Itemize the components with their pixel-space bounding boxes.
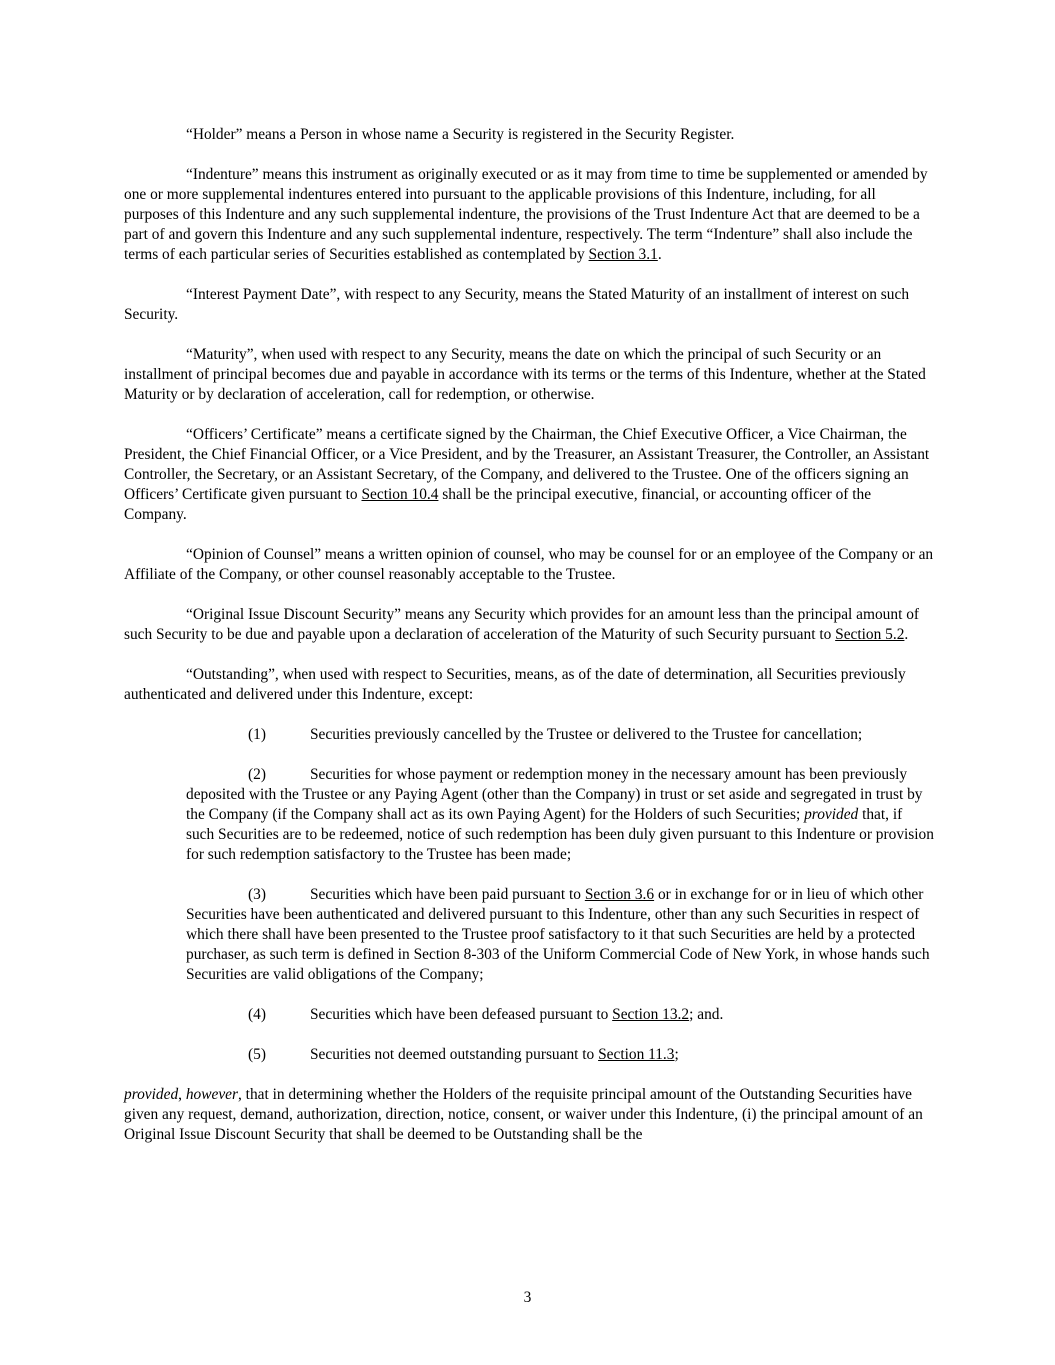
section-11-3-reference: Section 11.3	[598, 1046, 675, 1063]
section-3-1-reference: Section 3.1	[588, 246, 658, 263]
list-item-2-italic: provided	[804, 806, 859, 823]
list-item-2-text-end: that, if such Securities are to be redeemed, notice of such redemption has been duly given pursuant to this Indenture or provision for such redemption satisfactory to the Trustee has been made;	[186, 806, 934, 863]
list-item-5-text: Securities not deemed outstanding pursuant to	[310, 1046, 599, 1063]
section-3-6-reference: Section 3.6	[584, 886, 655, 903]
section-13-2-reference: Section 13.2	[612, 1006, 690, 1023]
list-item-1-text: Securities previously cancelled by the Trustee or delivered to the Trustee for cancellation;	[310, 726, 863, 743]
list-item-2	[186, 765, 934, 865]
definition-indenture-end: .	[657, 246, 662, 263]
list-item-3	[186, 885, 934, 985]
definition-officers-certificate-end: shall be the principal executive, financial, or accounting officer of the Company.	[124, 486, 872, 523]
definition-interest-payment-date	[124, 285, 934, 325]
definition-original-issue-discount-security	[124, 605, 934, 645]
definition-oid-text: “Original Issue Discount Security” means any Security which provides for an amount less than the principal amount of such Security to be due and payable upon a declaration of acceleration of the Maturity of such Security pursuant to	[124, 606, 920, 643]
document-body	[124, 125, 934, 1145]
definition-officers-certificate	[124, 425, 934, 525]
list-item-4-number: (4)	[248, 1006, 266, 1023]
list-item-3-text-end: or in exchange for or in lieu of which other Securities have been authenticated and delivered pursuant to this Indenture, other than any such Securities in respect of which there shall have been presented to the Trustee proof satisfactory to it that such Securities are held by a protected purchaser, as such term is defined in Section 8-303 of the Uniform Commercial Code of New York, in whose hands such Securities are valid obligations of the Company;	[186, 886, 930, 983]
definition-holder	[124, 125, 934, 145]
proviso-however: however	[185, 1086, 238, 1103]
list-item-4	[186, 1005, 934, 1025]
definition-officers-certificate-text: “Officers’ Certificate” means a certificate signed by the Chairman, the Chief Executive Officer, a Vice Chairman, the President, the Chief Financial Officer, or a Vice President, and by the Treasurer, an Assistant Treasurer, the Controller, an Assistant Controller, the Secretary, or an Assistant Secretary, of the Company, and delivered to the Trustee. One of the officers signing an Officers’ Certificate given pursuant to	[124, 426, 930, 503]
list-item-1-number: (1)	[248, 726, 266, 743]
list-item-2-text: Securities for whose payment or redemption money in the necessary amount has been previously deposited with the Trustee or any Paying Agent (other than the Company) in trust or set aside and segregated in trust by the Company (if the Company shall act as its own Paying Agent) for the Holders of such Securities;	[186, 766, 923, 823]
definition-interest-payment-date-text: “Interest Payment Date”, with respect to any Security, means the Stated Maturity of an installment of interest on such Security.	[124, 286, 910, 323]
list-item-3-text: Securities which have been paid pursuant to	[310, 886, 585, 903]
definition-oid-end: .	[904, 626, 909, 643]
list-item-3-number: (3)	[248, 886, 266, 903]
definition-outstanding-text: “Outstanding”, when used with respect to Securities, means, as of the date of determination, all Securities previously authenticated and delivered under this Indenture, except:	[124, 666, 906, 703]
proviso-provided: provided	[124, 1086, 179, 1103]
section-10-4-reference: Section 10.4	[361, 486, 439, 503]
list-item-1	[186, 725, 950, 745]
proviso-comma: ,	[178, 1086, 186, 1103]
definition-indenture	[124, 165, 934, 265]
proviso-paragraph	[124, 1085, 934, 1145]
definition-opinion-of-counsel	[124, 545, 934, 585]
page-number: 3	[523, 1289, 532, 1306]
list-item-5-number: (5)	[248, 1046, 266, 1063]
list-item-2-number: (2)	[248, 766, 266, 783]
proviso-text: , that in determining whether the Holders of the requisite principal amount of the Outstanding Securities have given any request, demand, authorization, direction, notice, consent, or waiver under this Indenture, (i) the principal amount of an Original Issue Discount Security that shall be deemed to be Outstanding shall be the	[124, 1086, 923, 1143]
definition-holder-text: “Holder” means a Person in whose name a Security is registered in the Security Register.	[186, 126, 735, 143]
definition-opinion-of-counsel-text: “Opinion of Counsel” means a written opinion of counsel, who may be counsel for or an employee of the Company or an Affiliate of the Company, or other counsel reasonably acceptable to the Trustee.	[124, 546, 934, 583]
section-5-2-reference: Section 5.2	[835, 626, 905, 643]
list-item-5-text-end: ;	[674, 1046, 679, 1063]
list-item-4-text: Securities which have been defeased pursuant to	[310, 1006, 613, 1023]
list-item-5	[186, 1045, 934, 1065]
definition-maturity	[124, 345, 934, 405]
definition-indenture-text: “Indenture” means this instrument as originally executed or as it may from time to time be supplemented or amended by one or more supplemental indentures entered into pursuant to the applicable provisions of this Indenture, including, for all purposes of this Indenture and any such supplemental indenture, the provisions of the Trust Indenture Act that are deemed to be a part of and govern this Indenture and any such supplemental indenture, respectively. The term “Indenture” shall also include the terms of each particular series of Securities established as contemplated by	[124, 166, 928, 263]
definition-outstanding	[124, 665, 934, 705]
list-item-4-text-end: ; and.	[689, 1006, 724, 1023]
definition-maturity-text: “Maturity”, when used with respect to any Security, means the date on which the principal of such Security or an installment of principal becomes due and payable in accordance with its terms or the terms of this Indenture, whether at the Stated Maturity or by declaration of acceleration, call for redemption, or otherwise.	[124, 346, 926, 403]
